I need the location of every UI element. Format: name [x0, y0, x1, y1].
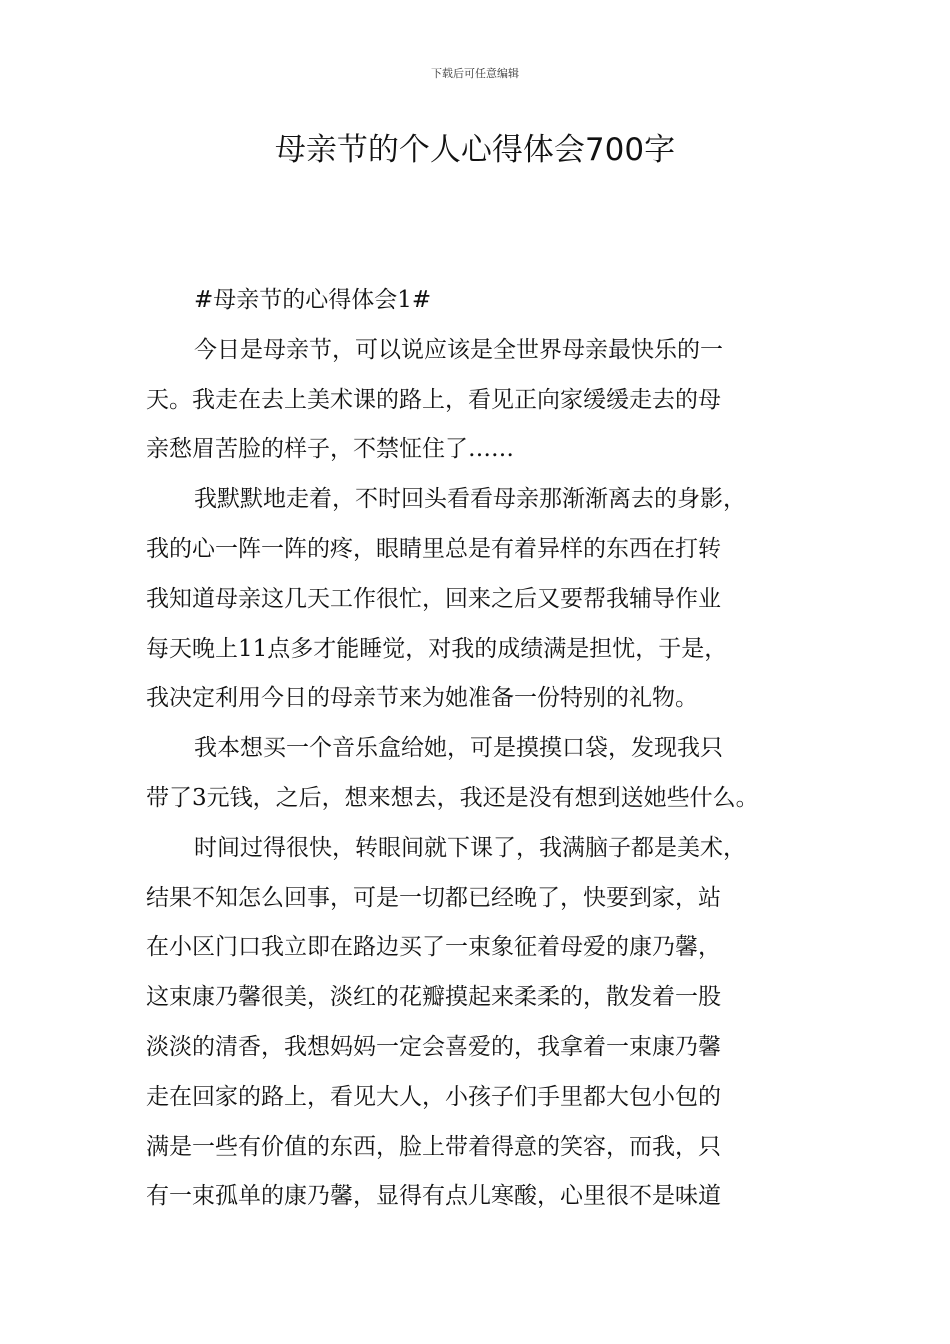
body-line: 每天晚上11点多才能睡觉，对我的成绩满是担忧，于是， [146, 635, 728, 662]
body-line: #母亲节的心得体会1# [194, 287, 432, 313]
body-line: 我决定利用今日的母亲节来为她准备一份特别的礼物。 [146, 685, 698, 712]
body-line: 结果不知怎么回事，可是一切都已经晚了，快要到家，站 [146, 884, 721, 911]
body-line: 时间过得很快，转眼间就下课了，我满脑子都是美术， [194, 834, 746, 861]
body-line: 我本想买一个音乐盒给她，可是摸摸口袋，发现我只 [194, 735, 723, 762]
body-line: 满是一些有价值的东西，脸上带着得意的笑容，而我，只 [146, 1133, 721, 1160]
body-line: 有一束孤单的康乃馨，显得有点儿寒酸，心里很不是味道 [146, 1183, 721, 1210]
body-line: 亲愁眉苦脸的样子，不禁怔住了…… [146, 436, 514, 463]
body-line: 在小区门口我立即在路边买了一束象征着母爱的康乃馨， [146, 934, 721, 961]
body-line: 这束康乃馨很美，淡红的花瓣摸起来柔柔的，散发着一股 [146, 984, 721, 1011]
body-line: 带了3元钱，之后，想来想去，我还是没有想到送她些什么。 [146, 784, 759, 811]
header-note: 下载后可任意编辑 [431, 67, 519, 80]
document-body [146, 276, 814, 1222]
body-line: 淡淡的清香，我想妈妈一定会喜爱的，我拿着一束康乃馨 [146, 1033, 721, 1060]
body-line: 我的心一阵一阵的疼，眼睛里总是有着异样的东西在打转 [146, 535, 721, 562]
body-line: 今日是母亲节，可以说应该是全世界母亲最快乐的一 [194, 336, 723, 363]
body-line: 走在回家的路上，看见大人，小孩子们手里都大包小包的 [146, 1083, 721, 1110]
body-line: 我知道母亲这几天工作很忙，回来之后又要帮我辅导作业 [146, 585, 721, 612]
body-line: 我默默地走着，不时回头看看母亲那渐渐离去的身影， [194, 486, 746, 513]
body-line: 天。我走在去上美术课的路上，看见正向家缓缓走去的母 [146, 386, 721, 413]
document-title: 母亲节的个人心得体会700字 [274, 132, 676, 168]
